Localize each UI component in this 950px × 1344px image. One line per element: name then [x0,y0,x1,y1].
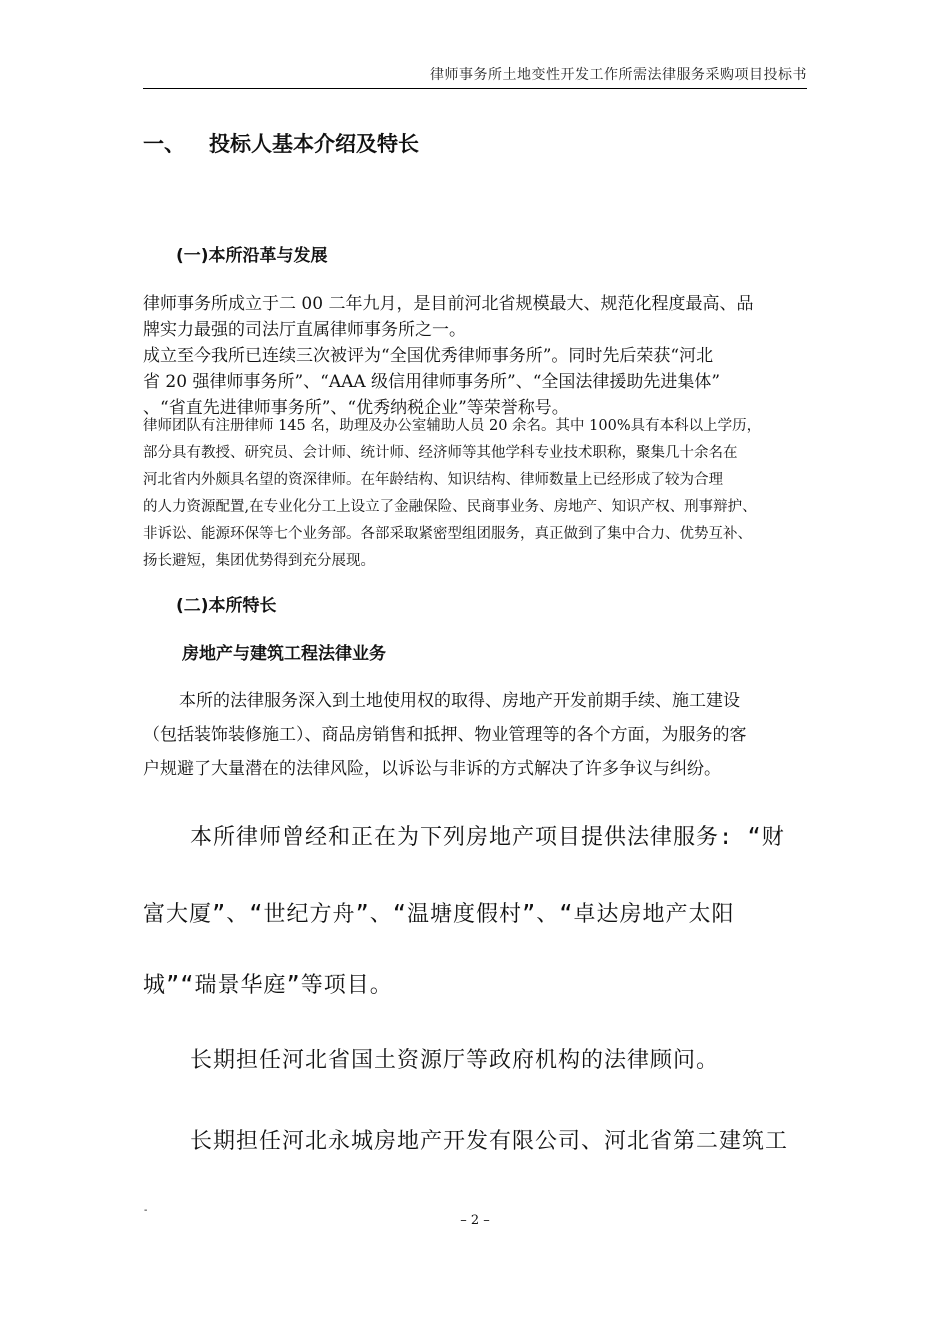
text-line: 部分具有教授、研究员、会计师、统计师、经济师等其他学科专业技术职称，聚集几十余名在 [143,445,738,461]
real-estate-paragraph [143,684,747,786]
section-title: 投标人基本介绍及特长 [209,132,419,156]
page-number: – 2 – [460,1213,490,1228]
running-header: 律师事务所土地变性开发工作所需法律服务采购项目投标书 [143,64,807,89]
footer-mark: - [144,1205,148,1216]
advisor-line: 长期担任河北省国土资源厅等政府机构的法律顾问。 [190,1048,720,1073]
text-line: 河北省内外颇具名望的资深律师。在年龄结构、知识结构、律师数量上已经形成了较为合理 [143,472,723,488]
projects-line-1: 本所律师曾经和正在为下列房地产项目提供法律服务: “财 [190,825,785,850]
specialty-heading-real-estate: 房地产与建筑工程法律业务 [182,644,386,664]
text-line: （包括装饰装修施工）、商品房销售和抵押、物业管理等的各个方面，为服务的客 [143,725,747,745]
subsection-heading-specialties: (二)本所特长 [176,596,277,616]
history-paragraph [143,291,753,421]
text-line: 本所的法律服务深入到土地使用权的取得、房地产开发前期手续、施工建设 [179,691,740,711]
text-line: 非诉讼、能源环保等七个业务部。各部采取紧密型组团服务，真正做到了集中合力、优势互补、 [143,526,752,542]
text-line: 扬长避短，集团优势得到充分展现。 [143,553,375,569]
text-line: 牌实力最强的司法厅直属律师事务所之一。 [143,320,466,340]
section-heading [143,128,419,158]
text-line: 成立至今我所已连续三次被评为“全国优秀律师事务所”。同时先后荣获“河北 [143,346,714,366]
projects-line-3: 城”“瑞景华庭”等项目。 [143,973,393,998]
projects-line-2: 富大厦”、“世纪方舟”、“温塘度假村”、“卓达房地产太阳 [143,902,735,927]
text-line: 户规避了大量潜在的法律风险，以诉讼与非诉的方式解决了许多争议与纠纷。 [143,759,721,779]
subsection-heading-history: (一)本所沿革与发展 [176,246,328,266]
text-line: 、“省直先进律师事务所”、“优秀纳税企业”等荣誉称号。 [143,398,569,418]
text-line: 的人力资源配置,在专业化分工上设立了金融保险、民商事业务、房地产、知识产权、刑事辩护、 [143,499,757,515]
team-paragraph [143,413,761,575]
client-line: 长期担任河北永城房地产开发有限公司、河北省第二建筑工 [190,1129,789,1154]
text-line: 律师事务所成立于二 00 二年九月，是目前河北省规模最大、规范化程度最高、品 [143,294,754,314]
text-line: 省 20 强律师事务所”、“AAA 级信用律师事务所”、“全国法律援助先进集体” [143,372,721,392]
text-line: 律师团队有注册律师 145 名，助理及办公室辅助人员 20 余名。其中 100%具有本科以上学历， [143,418,762,434]
section-number: 一、 [143,132,185,156]
